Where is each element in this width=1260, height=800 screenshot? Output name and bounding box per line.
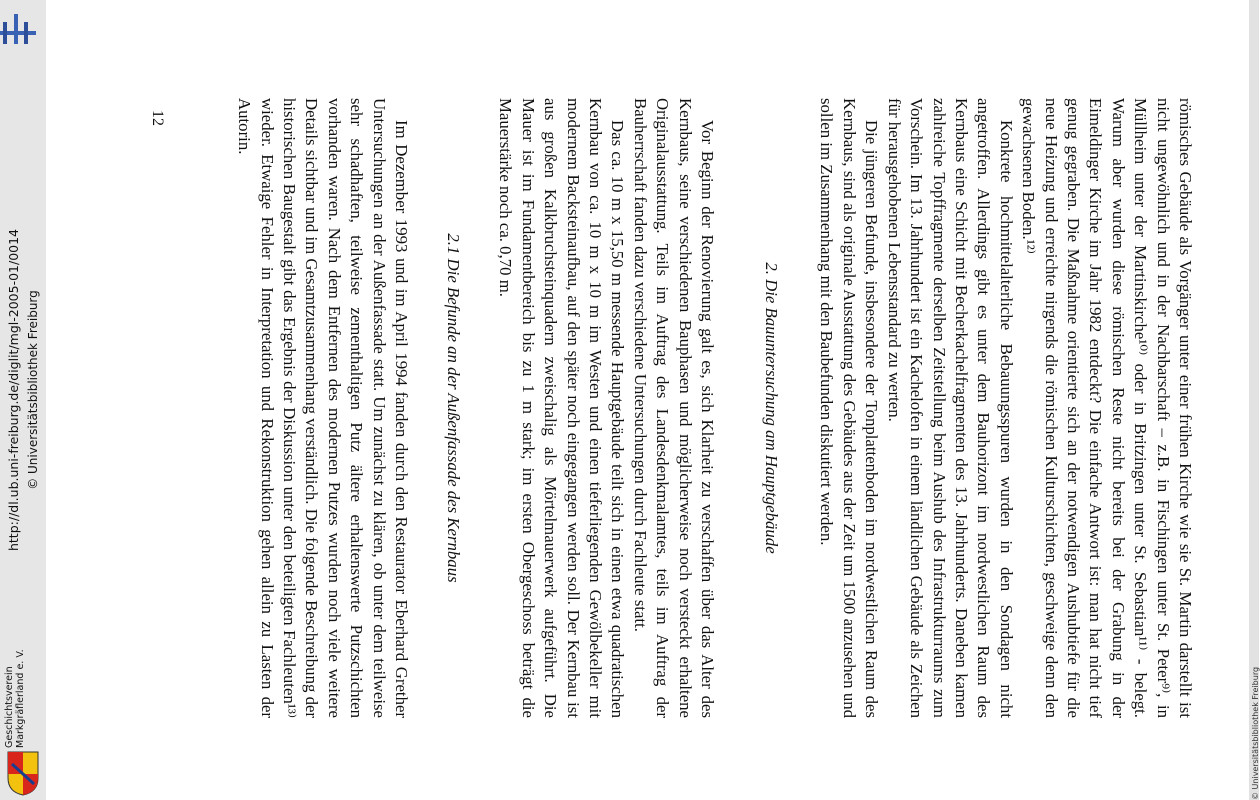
paragraph: Konkrete hochmittelalterliche Bebauungsspuren wurden in den Sondagen nicht angetroffen. Allerdings gibt es unter dem Bauhorizont im nordwestlichen Raum des Kernbaus eine Schicht mit Becherkachelfragmenten des 13. Jahrhunderts. Daneben kamen zahlreiche Topffragmente derselben Zeitstellung beim Aushub des Infrastrukturraums zum Vorschein. Im 13. Jahrhundert ist ein Kachelofen in einem ländlichen Gebäude als Zeichen für herausgehobenen Lebensstandard zu werten. bbox=[884, 98, 1016, 718]
page-text-block bbox=[233, 98, 1196, 718]
paragraph: Die jüngeren Befunde, insbesondere der Tonplattenboden im nordwestlichen Raum des Kernbaus, sind als originale Ausstattung des Gebäudes aus der Zeit um 1500 anzusehen und sollen im Zusammenhang mit den Baubefunden diskutiert werden. bbox=[817, 98, 882, 718]
paragraph: Im Dezember 1993 und im April 1994 fanden durch den Restaurator Eberhard Grether Untersuchungen an der Außenfassade statt. Um zunächst zu klären, ob unter dem teilweise sehr schadhaften, teilweise zementhaltigen Putz ältere erhaltenswerte Putzschichten vorhanden waren. Nach dem Entfernen des modernen Putzes wurden noch viele weitere Details sichtbar und im Gesamtzusammenhang verständlich. Die folgende Beschreibung der historischen Baugestalt gibt das Ergebnis der Diskussion unter den beteiligten Fachleuten¹³⁾ wieder. Etwaige Fehler in Interpretation und Rekonstruktion gehen allein zu Lasten der Autorin. bbox=[235, 98, 412, 718]
viewer-footer bbox=[0, 0, 46, 800]
publisher-label: Geschichtsverein Markgräflerland e. V. bbox=[4, 649, 26, 748]
paragraph: römisches Gebäude als Vorgänger unter einer frühen Kirche wie sie St. Martin darstellt ist nicht ungewöhnlich und in der Nachbarschaft – z.B. in Fischingen unter St. Peter⁹⁾, in Müllheim unter der Martinskirche¹⁰⁾ oder in Britzingen unter St. Sebastian¹¹⁾ - belegt. Warum aber wurden diese römischen Reste nicht bereits bei der Grabung in der Eimeldinger Kirche im Jahr 1982 entdeckt? Die einfache Antwort ist: man hat nicht tief genug gegraben. Die Maßnahme orientierte sich an der notwendigen Aushubtiefe für die neue Heizung und erreichte nirgends die römischen Kulturschichten, geschweige denn den gewachsenen Boden.¹²⁾ bbox=[1019, 98, 1195, 718]
document-url[interactable]: http://dl.ub.uni-freiburg.de/diglit/mgl-2005-01/0014 bbox=[6, 228, 21, 552]
copyright-notice: © Universitätsbibliothek Freiburg bbox=[26, 290, 40, 490]
paragraph: Vor Beginn der Renovierung galt es, sich Klarheit zu verschaffen über das Alter des Kernbaus, seine verschiedenen Bauphasen und möglicherweise noch versteckt erhaltene Originalausstattung. Teils im Auftrag des Landesdenkmalamtes, teils im Auftrag der Bauherrschaft fanden dazu verschiedene Untersuchungen durch Fachleute statt. bbox=[630, 98, 718, 718]
scanned-page bbox=[86, 0, 1196, 800]
right-edge-label: © Universitätsbibliothek Freiburg bbox=[1251, 666, 1260, 800]
paragraph: Das ca. 10 m x 15,50 m messende Hauptgebäude teilt sich in einen etwa quadratischen Kernbau von ca. 10 m x 10 m im Westen und einen tieferliegenden Gewölbekeller mit modernem Backsteinaufbau, auf den später noch eingegangen werden soll. Der Kernbau ist aus großen Kalkbruchsteinquadern zweischalig als Mörtelmauerwerk aufgeführt. Die Mauer ist im Fundamentbereich bis zu 1 m stark; im ersten Obergeschoss beträgt die Mauerstärke noch ca. 0,70 m. bbox=[496, 98, 628, 718]
section-heading: 2. Die Bauuntersuchung am Hauptgebäude bbox=[762, 262, 782, 554]
page-number: 12 bbox=[149, 110, 166, 126]
subsection-heading: 2.1 Die Befunde an der Außenfassade des Kernbaus bbox=[444, 233, 464, 583]
